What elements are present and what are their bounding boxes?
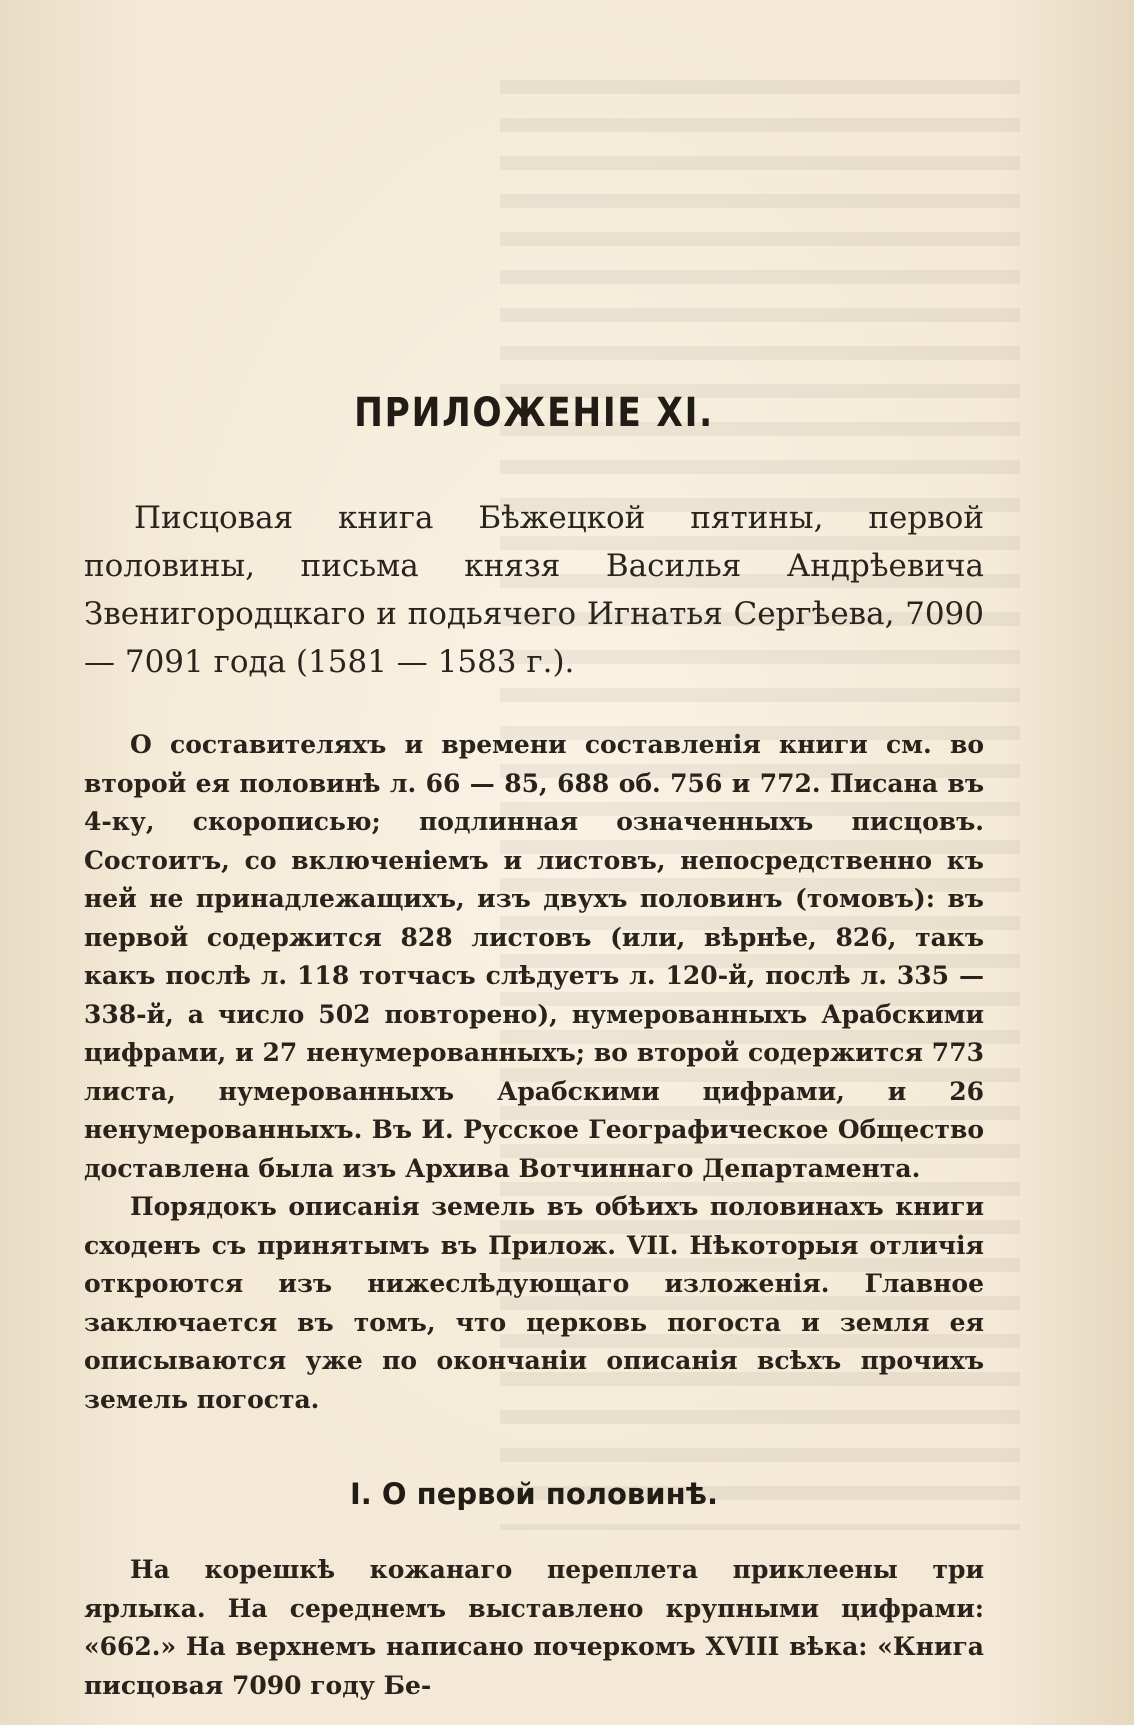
paragraph-3: На корешкѣ кожанаго переплета приклеены три ярлыка. На середнемъ выставлено крупными цифрами: «662.» На верхнемъ написано почеркомъ XVIII вѣка: «Книга писцовая 7090 году Бе- (84, 1555, 984, 1700)
paragraph-2: Порядокъ описанія земель въ обѣихъ половинахъ книги сходенъ съ принятымъ въ Прилож. VII. Нѣкоторыя отличія откроются изъ нижеслѣдующаго изложенія. Главное заключается въ томъ, что церковь погоста и земля ея описываются уже по окончаніи описанія всѣхъ прочихъ земель погоста. (84, 1192, 984, 1414)
section-heading: I. О первой половинѣ. (350, 1477, 718, 1511)
page-content (84, 390, 984, 1705)
document-subtitle: Писцовая книга Бѣжецкой пятины, первой половины, письма князя Василья Андрѣевича Звенигородцкаго и подьячего Игнатья Сергѣева, 7090 — 7091 года (1581 — 1583 г.). (84, 500, 984, 680)
appendix-title: ПРИЛОЖЕНІЕ XI. (354, 390, 714, 436)
paragraph-1: О составителяхъ и времени составленія книги см. во второй ея половинѣ л. 66 — 85, 688 об. 756 и 772. Писана въ 4-ку, скорописью; подлинная означенныхъ писцовъ. Состоитъ, со включеніемъ и листовъ, непосредственно къ ней не принадлежащихъ, изъ двухъ половинъ (томовъ): въ первой содержится 828 листовъ (или, вѣрнѣе, 826, такъ какъ послѣ л. 118 тотчасъ слѣдуетъ л. 120-й, послѣ л. 335 — 338-й, а число 502 повторено), нумерованныхъ Арабскими цифрами, и 27 ненумерованныхъ; во второй содержится 773 листа, нумерованныхъ Арабскими цифрами, и 26 ненумерованныхъ. Въ И. Русское Географическое Общество доставлена была изъ Архива Вотчиннаго Департамента. (84, 730, 984, 1183)
